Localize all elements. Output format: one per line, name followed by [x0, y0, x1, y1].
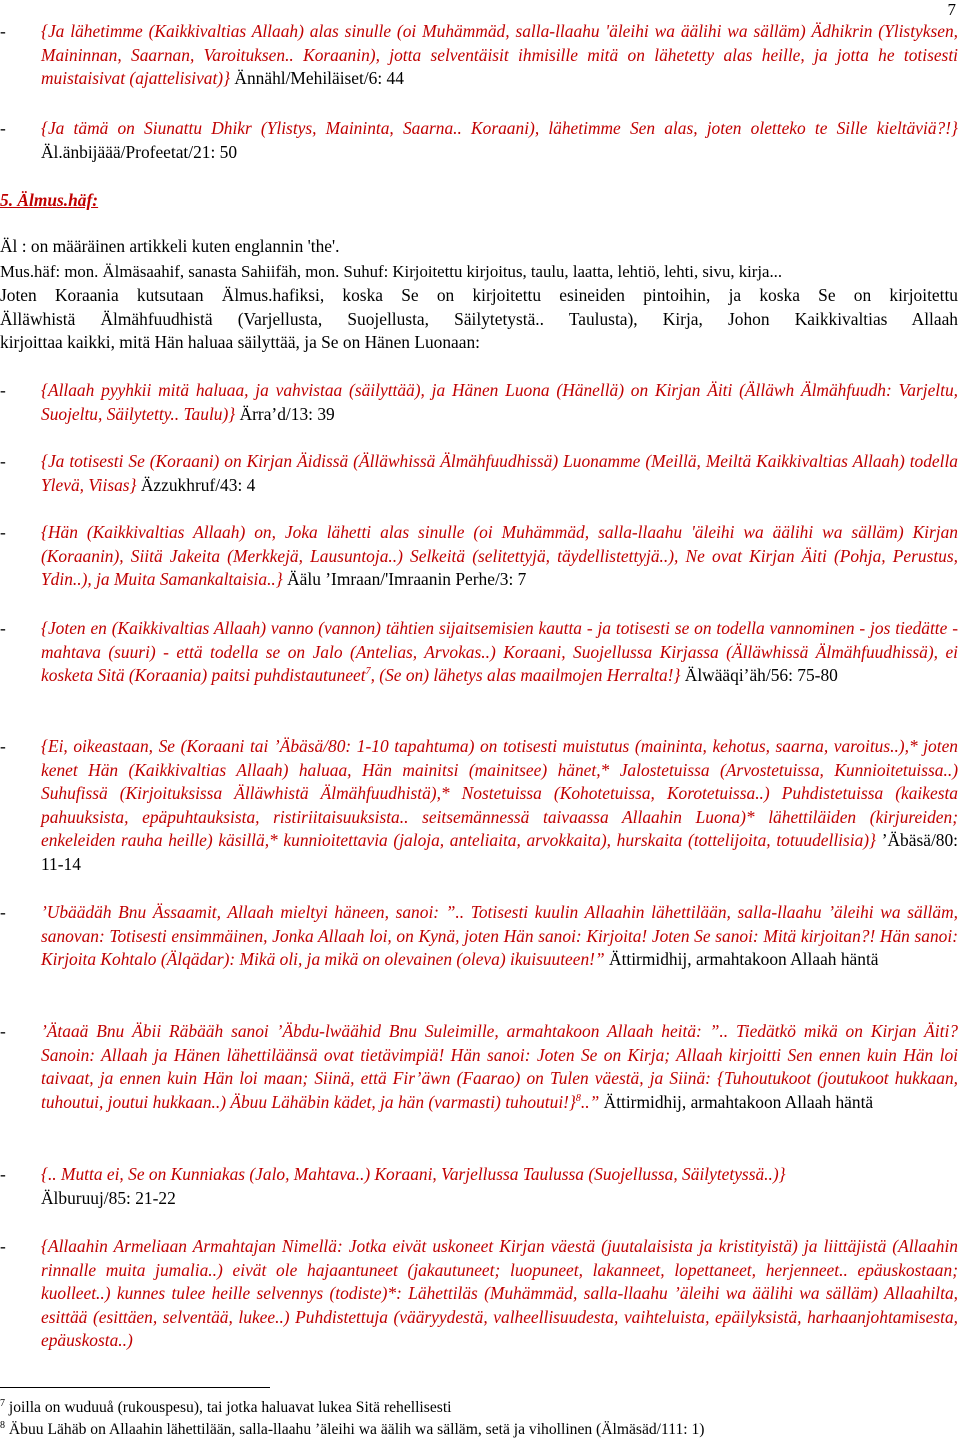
list-dash: -: [0, 618, 6, 638]
footnote: [0, 1398, 451, 1418]
verse-reference: ’Äbäsä/80: 11-14: [41, 830, 959, 874]
list-dash: -: [0, 1021, 6, 1041]
hadith-reference: Ättirmidhij, armahtakoon Allaah häntä: [604, 949, 879, 970]
footnote: [0, 1420, 704, 1440]
list-dash: -: [0, 118, 6, 138]
quote-text: {Allaahin Armeliaan Armahtajan Nimellä: Jotka eivät uskoneet Kirjan väestä (juutalaisista ja kristityistä) ja liittäjistä (Allaahin rinnalle muita jumalia..) eivät ole hajaantuneet (jakautuneet; luopuneet, lakanneet, lopettaneet, herjenneet.. epäuskostaan; kuolleet..) kunnes tulee heille selvennys (todiste)*: Lähettiläs (Muhämmäd, salla-llaahu ’äleihi wa äälihi wa sälläm) Allaahilta, esittää (esittäen, selventää, lukee..) Puhdistettuja (vääryydestä, valheellisuudesta, vaihteluista, epäilyksistä, harhaanjohtamisesta, epäuskosta..): [41, 1236, 958, 1351]
quote-text: ’Ubäädäh Bnu Ässaamit, Allaah mieltyi häneen, sanoi: ”.. Totisesti kuulin Allaahin lähettilään, salla-llaahu ’äleihi wa sälläm, sanovan: Totisesti ensimmäinen, Jonka Allaah loi, on Kynä, joten Hän sanoi: Kirjoita! Joten Se sanoi: Mitä kirjoitan?! Hän sanoi: Kirjoita Kohtalo (Älqädar): Mikä oli, ja mikä on olevainen (oleva) ikuisuuteen!”: [41, 902, 958, 970]
verse-reference: Ärra’d/13: 39: [235, 403, 335, 424]
footnote-ref[interactable]: 7: [365, 666, 371, 678]
page-number: 7: [947, 0, 956, 19]
list-dash: -: [0, 1164, 6, 1184]
section-heading: 5. Älmus.häf:: [0, 190, 99, 210]
verse-reference: Ännähl/Mehiläiset/6: 44: [230, 68, 404, 89]
list-dash: -: [0, 21, 6, 41]
body-line: kirjoittaa kaikki, mitä Hän haluaa säilyttää, ja Se on Hänen Luonaan:: [0, 332, 481, 352]
quote-text: ’Ätaaä Bnu Äbii Räbääh sanoi ’Äbdu-lwäähid Bnu Suleimille, armahtakoon Allaah heitä: ”.. Tiedätkö mikä on Kirjan Äiti? Sanoin: Allaah ja Hänen lähettiläänsä ovat tietävimpiä! Hän sanoi: Joten Se on Kirja; Allaah kirjoitti Sen ennen kuin Hän loi taivaat, ja ennen kuin Hän loi maan; Siinä, että Fir’äwn (Faarao) on Tulen väestä, ja Siinä: {Tuhoutukoot (joutukoot hukkaan, tuhoutui, joutui hukkaan..) Äbuu Lähäbin kädet, ja hän (varmasti) tuhoutui!}: [41, 1021, 958, 1112]
body-line: Älläwhistä Älmähfuudhistä (Varjellusta, Suojellusta, Säilytetystä.. Taulusta), Kirja, Johon Kaikkivaltias Allaah: [0, 309, 958, 329]
hadith-reference: Ättirmidhij, armahtakoon Allaah häntä: [599, 1091, 874, 1112]
list-dash: -: [0, 1236, 6, 1256]
list-dash: -: [0, 380, 6, 400]
footnote-separator: [0, 1387, 270, 1388]
quote-text-cont: , (Se on) lähetys alas maailmojen Herralta!}: [370, 665, 681, 686]
quote-text: {.. Mutta ei, Se on Kunniakas (Jalo, Mahtava..) Koraani, Varjellussa Taulussa (Suojellussa, Säilytetyssä..)}: [41, 1164, 786, 1184]
quote-text: {Allaah pyyhkii mitä haluaa, ja vahvistaa (säilyttää), ja Hänen Luona (Hänellä) on Kirjan Äiti (Älläwh Älmähfuudh: Varjeltu, Suojeltu, Säilytetty.. Taulu)}: [41, 380, 958, 424]
quote-text: {Ja lähetimme (Kaikkivaltias Allaah) alas sinulle (oi Muhämmäd, salla-llaahu 'äleihi wa äälihi wa sälläm) Ädhikrin (Ylistyksen, Maininnan, Saarnan, Varoituksen.. Koraanin), jotta selventäisit ihmisille mitä on lähetetty alas heille, ja jotta he totisesti muistaisivat (ajattelisivat)}: [41, 21, 958, 89]
quote-text: {Ja tämä on Siunattu Dhikr (Ylistys, Maininta, Saarna.. Koraani), lähetimme Sen alas, joten oletteko te Sille kieltäviä?!}: [41, 118, 958, 138]
footnote-text: Äbuu Lähäb on Allaahin lähettilään, salla-llaahu ’äleihi wa äälih wa sälläm, setä ja vihollinen (Älmäsäd/111: 1): [5, 1421, 705, 1438]
body-line: Joten Koraania kutsutaan Älmus.hafiksi, koska Se on kirjoitettu esineiden pintoihin, ja koska Se on kirjoitettu: [0, 285, 958, 305]
quote-text: {Ja totisesti Se (Koraani) on Kirjan Äidissä (Älläwhissä Älmähfuudhissä) Luonamme (Meillä, Meiltä Kaikkivaltias Allaah) todella Ylevä, Viisas}: [41, 451, 958, 495]
footnote-ref[interactable]: 8: [575, 1092, 581, 1104]
list-dash: -: [0, 451, 6, 471]
quote-text-cont: ..”: [580, 1091, 600, 1112]
body-line: Äl : on määräinen artikkeli kuten englannin 'the'.: [0, 236, 340, 256]
list-dash: -: [0, 736, 6, 756]
quote-text: {Ei, oikeastaan, Se (Koraani tai ’Äbäsä/80: 1-10 tapahtuma) on totisesti muistutus (maininta, kehotus, saarna, varoitus..),* joten kenet Hän (Kaikkivaltias Allaah) haluaa, Hän mainitsi (mainitsee) hänet,* Jalostetuissa (Arvostetuissa, Kunnioitetuissa..) Suhufissä (Kirjoituksissa Älläwhistä Älmähfuudhistä),* Nostetuissa (Kohotetuissa, Korotetuissa..) Puhdistetuissa (kaikesta pahuuksista, epäpuhtauksista, ristiriitaisuuksista.. seitsemännessä taivaassa Allaahin Luona)* lähettiläiden (kirjureiden; enkeleiden rauha heille) käsillä,* kunnioitettavia (jaloja, anteliaita, arvokkaita), hurskaita (tottelijoita, totuudellisia)}: [41, 736, 958, 851]
footnote-text: joilla on wuduuå (rukouspesu), tai jotka haluavat lukea Sitä rehellisesti: [5, 1399, 452, 1416]
verse-reference: Älwääqi’äh/56: 75-80: [680, 665, 838, 686]
quote-text: {Hän (Kaikkivaltias Allaah) on, Joka lähetti alas sinulle (oi Muhämmäd, salla-llaahu 'äleihi wa äälihi wa sälläm) Kirjan (Koraanin), Siitä Jakeita (Merkkejä, Lausuntoja..) Selkeitä (selitettyjä, täydellistettyjä..), Ne ovat Kirjan Äiti (Pohja, Perustus, Ydin..), ja Muita Samankaltaisia..}: [41, 522, 958, 590]
verse-reference: Äzzukhruf/43: 4: [136, 474, 256, 495]
verse-reference: Älburuuj/85: 21-22: [41, 1187, 176, 1208]
body-line: Mus.häf: mon. Älmäsaahif, sanasta Sahiifäh, mon. Suhuf: Kirjoitettu kirjoitus, taulu, laatta, lehtiö, lehti, sivu, kirja...: [0, 262, 783, 281]
verse-reference: Äl.änbijäää/Profeetat/21: 50: [41, 141, 238, 162]
verse-reference: Äälu ’Imraan/'Imraanin Perhe/3: 7: [282, 569, 527, 590]
list-dash: -: [0, 902, 6, 922]
footnote-number: 8: [0, 1419, 5, 1431]
quote-text: {Joten en (Kaikkivaltias Allaah) vanno (vannon) tähtien sijaitsemisien kautta - ja totisesti se on todella vannominen - jos tiedätte - mahtava (suuri) - että todella se on Jalo (Antelias, Arvokas..) Koraani, Suojellussa Kirjassa (Älläwhissä Älmähfuudhissä), ei kosketa Sitä (Koraania) paitsi puhdistautuneet: [41, 618, 958, 686]
footnote-number: 7: [0, 1397, 5, 1409]
list-dash: -: [0, 522, 6, 542]
